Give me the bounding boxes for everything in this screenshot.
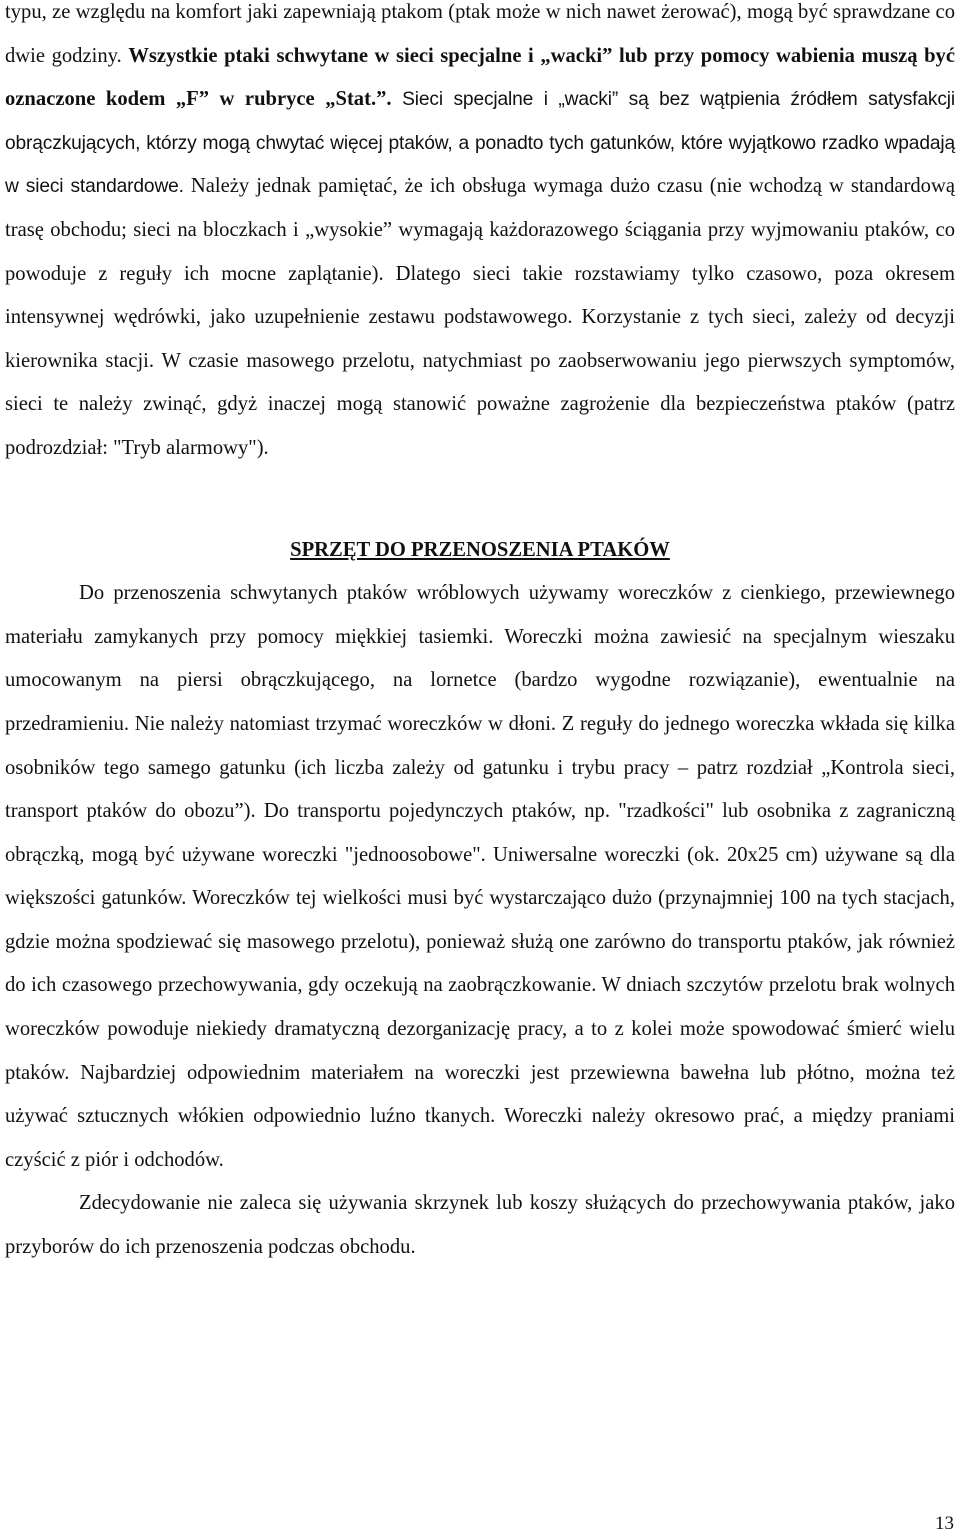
paragraph-3: Zdecydowanie nie zaleca się używania skrzynek lub koszy służących do przechowywania ptaków, jako przyborów do ich przenoszenia podczas obchodu. — [5, 1192, 955, 1259]
paragraph-2: Do przenoszenia schwytanych ptaków wróblowych używamy woreczków z cienkiego, przewiewnego materiału zamykanych przy pomocy miękkiej tasiemki. Woreczki można zawiesić na specjalnym wieszaku umocowanym na piersi obrączkującego, na lornetce (bardzo wygodne rozwiązanie), ewentualnie na przedramieniu. Nie należy natomiast trzymać woreczków w dłoni. Z reguły do jednego woreczka wkłada się kilka osobników tego samego gatunku (ich liczba zależy od gatunku i trybu pracy – patrz rozdział „Kontrola sieci, transport ptaków do obozu”). Do transportu pojedynczych ptaków, np. "rzadkości" lub osobnika z zagraniczną obrączką, mogą być używane woreczki "jednoosobowe". Uniwersalne woreczki (ok. 20x25 cm) używane są dla większości gatunków. Woreczków tej wielkości musi być wystarczająco dużo (przynajmniej 100 na tych stacjach, gdzie można spodziewać się masowego przelotu), ponieważ służą one zarówno do transportu ptaków, jak również do ich czasowego przechowywania, gdy oczekują na zaobrączkowanie. W dniach szczytów przelotu brak wolnych woreczków powoduje niekiedy dramatyczną dezorganizację pracy, a to z kolei może spowodować śmierć wielu ptaków. Najbardziej odpowiednim materiałem na woreczki jest przewiewna bawełna lub płótno, można też używać sztucznych włókien odpowiednio luźno tkanych. Woreczki należy okresowo prać, a między praniami czyścić z piór i odchodów. — [5, 582, 955, 1171]
paragraph-1-start: typu, ze względu na komfort jaki zapewniają ptakom (ptak może w nich nawet żerować), mogą być sprawdzane co dwie godziny. — [5, 1, 955, 67]
paragraph-1-end: Należy jednak pamiętać, że ich obsługa wymaga dużo czasu (nie wchodzą w standardową trasę obchodu; sieci na bloczkach i „wysokie” wymagają każdorazowego ściągania przy wyjmowaniu ptaków, co powoduje z reguły ich mocne zaplątanie). Dlatego sieci takie rozstawiamy tylko czasowo, poza okresem intensywnej wędrówki, jako uzupełnienie zestawu podstawowego. Korzystanie z tych sieci, zależy od decyzji kierownika stacji. W czasie masowego przelotu, natychmiast po zaobserwowaniu jego pierwszych symptomów, sieci te należy zwinąć, gdyż inaczej mogą stanowić poważne zagrożenie dla bezpieczeństwa ptaków (patrz podrozdział: "Tryb alarmowy"). — [5, 175, 955, 459]
page-number: 13 — [935, 1513, 954, 1534]
paragraph-1-narrow: Sieci specjalne i „wacki” są bez wątpienia źródłem satysfakcji obrączkujących, którzy mogą chwytać więcej ptaków, a ponadto tych gatunków, które wyjątkowo rzadko wpadają w sieci standardowe. — [5, 89, 955, 198]
document-page — [5, 0, 955, 1270]
paragraph-1-bold: Wszystkie ptaki schwytane w sieci specjalne i „wacki” lub przy pomocy wabienia muszą być oznaczone kodem „F” w rubryce „Stat.”. — [5, 44, 955, 111]
section-spacer — [5, 471, 955, 529]
paragraph-1 — [5, 0, 955, 471]
section-heading: SPRZĘT DO PRZENOSZENIA PTAKÓW — [290, 538, 670, 561]
